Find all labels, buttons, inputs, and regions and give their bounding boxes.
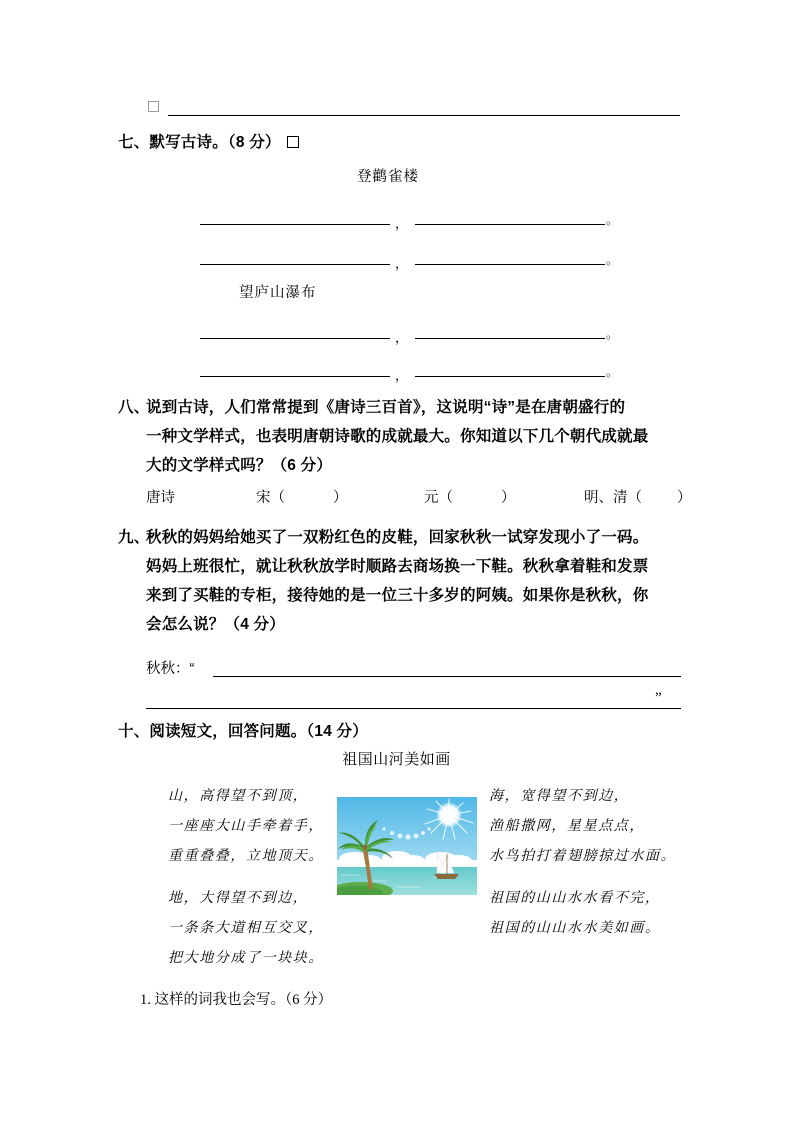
section-8-text [146,393,691,480]
tropical-beach-illustration [337,797,477,895]
poem-1-line-1-period: 。 [606,213,619,227]
verse-line: 山，高得望不到顶， [168,789,309,804]
section-9-answer-rule-2[interactable] [146,708,681,709]
section-9-close-quote: ” [655,690,662,706]
verse-line: 把大地分成了一块块。 [168,951,324,966]
section-9-text-line-2: 妈妈上班很忙，就让秋秋放学时顺路去商场换一下鞋。秋秋拿着鞋和发票 [146,558,649,575]
section-9-text-line-3: 来到了买鞋的专柜，接待她的是一位三十多岁的阿姨。如果你是秋秋，你 [146,587,649,604]
section-8-marker: 八、 [118,399,150,416]
poem-2-line-1[interactable] [200,324,680,345]
dynasty-item-mingqing-close: ） [677,490,692,506]
reading-question-1: 1. 这样的词我也会写。（6 分） [140,992,333,1008]
section-10-marker: 十、 [118,723,150,740]
top-stray-answer-row [148,98,688,120]
dynasty-answer-row [146,486,692,512]
sun-icon [443,809,456,822]
verse-stanza-gap [168,872,324,884]
poem-2-line-2-period: 。 [606,365,619,379]
verse-line: 渔船撒网，星星点点， [489,819,645,834]
section-8-text-line-2: 一种文学样式，也表明唐朝诗歌的成就最大。你知道以下几个朝代成就最 [146,428,649,445]
poem-1-line-2-comma: ， [395,256,409,271]
poem-1-line-2-blank-a[interactable] [200,264,390,265]
dynasty-item-yuan-open[interactable]: 元（ [424,490,453,506]
passage-title: 祖国山河美如画 [342,751,451,768]
section-10-heading [118,717,368,746]
section-9-answer-rule-1[interactable] [213,676,681,677]
empty-checkbox-icon [148,101,159,112]
section-7-title: 默写古诗。 [149,134,228,151]
beach-scene-svg [337,797,477,895]
verse-line: 海，宽得望不到边， [489,789,630,804]
poem-2-line-2[interactable] [200,362,680,383]
passage-left-column [168,782,324,974]
section-7-heading [118,128,299,157]
verse-line: 重重叠叠，立地顶天。 [168,849,324,864]
verse-stanza-gap [489,872,676,884]
section-7-marker: 七、 [118,134,150,151]
section-7-checkbox-icon [287,136,299,148]
poem-1-line-1-comma: ， [395,216,409,231]
verse-line: 一座座大山手牵着手， [168,819,324,834]
poem-1-line-2-period: 。 [606,253,619,267]
poem-2-line-2-blank-a[interactable] [200,376,390,377]
verse-line: 一条条大道相互交叉， [168,921,324,936]
section-9-text [146,523,691,639]
poem-1-title: 登鹳雀楼 [357,169,419,185]
poem-2-line-2-blank-b[interactable] [415,376,605,377]
dynasty-item-song-close: ） [333,490,348,506]
poem-1-line-2[interactable] [200,250,680,271]
dynasty-item-yuan-close: ） [501,490,516,506]
poem-2-line-1-comma: ， [395,330,409,345]
verse-line: 地，大得望不到边， [168,891,309,906]
section-7-score: （8 分） [227,134,281,151]
dynasty-item-mingqing-open[interactable]: 明、清（ [584,490,642,506]
verse-line: 水鸟拍打着翅膀掠过水面。 [489,849,677,864]
poem-1-line-1[interactable] [200,210,680,231]
poem-2-line-1-period: 。 [606,327,619,341]
poem-2-line-1-blank-b[interactable] [415,338,605,339]
dynasty-item-tang: 唐诗 [146,490,175,506]
section-9-answer-label: 秋秋：“ [146,661,195,677]
section-8-text-line-1: 说到古诗，人们常常提到《唐诗三百首》，这说明“诗”是在唐朝盛行的 [146,399,626,416]
section-10-score: （14 分） [306,723,368,740]
poem-1-line-1-blank-a[interactable] [200,224,390,225]
poem-2-title: 望庐山瀑布 [239,285,317,301]
poem-2-line-2-comma: ， [395,368,409,383]
poem-2-line-1-blank-a[interactable] [200,338,390,339]
section-9-text-line-4: 会怎么说？（4 分） [146,616,285,633]
dynasty-item-song-open[interactable]: 宋（ [256,490,285,506]
section-8-text-line-3: 大的文学样式吗？（6 分） [146,457,333,474]
section-9-text-line-1: 秋秋的妈妈给她买了一双粉红色的皮鞋，回家秋秋一试穿发现小了一码。 [146,529,649,546]
section-9-marker: 九、 [118,529,150,546]
section-10-title: 阅读短文，回答问题。 [149,723,307,740]
passage-right-column [489,782,676,944]
verse-line: 祖国的山山水水看不完， [489,891,661,906]
poem-1-line-1-blank-b[interactable] [415,224,605,225]
top-answer-rule [168,115,680,116]
verse-line: 祖国的山山水水美如画。 [489,921,661,936]
poem-1-line-2-blank-b[interactable] [415,264,605,265]
